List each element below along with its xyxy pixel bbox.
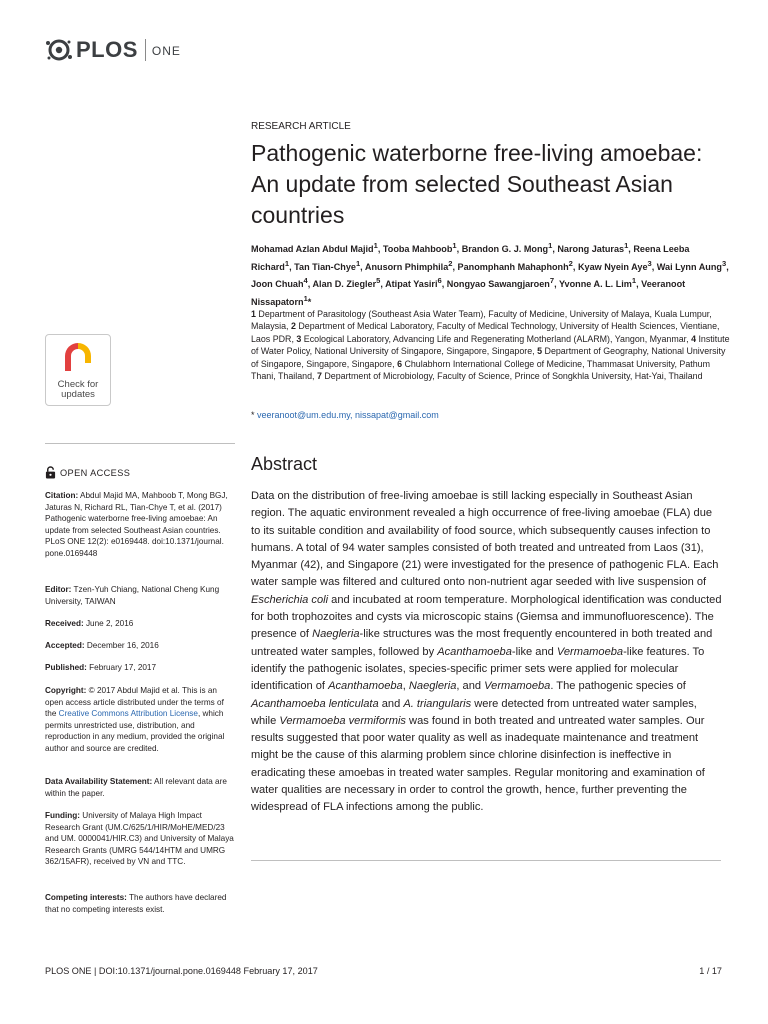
published-date: Published: February 17, 2017 <box>45 663 157 672</box>
citation: Citation: Abdul Majid MA, Mahboob T, Mong BGJ, Jaturas N, Richard RL, Tian-Chye T, et al. (2017) Pathogenic waterborne free-living amoebae: An update from selected Southeast Asian countries. PLoS ONE 12(2): e0169448. doi:10.1371/journal. pone.0169448 <box>45 491 228 558</box>
competing-interests: Competing interests: The authors have declared that no competing interests exist. <box>45 893 227 914</box>
data-availability: Data Availability Statement: All relevant data are within the paper. <box>45 777 227 798</box>
abstract-text: Data on the distribution of free-living amoebae is still lacking especially in Southeast Asian region. The aquatic environment revealed a high occurrence of free-living amoebae (FLA) due to its suitable condition and availability of food source, which subsequently causes infection to humans. A total of 94 water samples consisted of both treated and untreated from Laos (31), Myanmar (42), and Singapore (21) were investigated for the presence of pathogenic FLA. Each water sample was filtered and cultured onto non-nutrient agar seeded with live suspension of Escherichia coli and incubated at room temperature. Morphological identification was conducted for both trophozoites and cysts via microscopic stains (Giemsa and immunofluorescence). The presence of Naegleria-like structures was the most frequently encountered in both treated and untreated water samples, followed by Acanthamoeba-like and Vermamoeba-like features. To identify the pathogenic isolates, species-specific primer sets were applied for molecular identification of Acanthamoeba, Naegleria, and Vermamoeba. The pathogenic species of Acanthamoeba lenticulata and A. triangularis were detected from untreated water samples, while Vermamoeba vermiformis was found in both treated and untreated water samples. Our results suggested that poor water quality as well as inadequate maintenance and treatment might be the cause of this alarming problem since chlorine disinfection is ineffective in eradicating these amoebas in treated water samples. Regular monitoring and examination of water qualities are necessary in order to control the growth, hence, further preventing the widespread of FLA infections among the public. <box>251 490 722 814</box>
accepted-date: Accepted: December 16, 2016 <box>45 641 159 650</box>
correspondence-marker: * <box>251 410 258 420</box>
page-number: 1 / 17 <box>699 966 722 976</box>
correspondence <box>251 410 439 420</box>
copyright: Copyright: © 2017 Abdul Majid et al. This is an open access article distributed under the terms of the Creative Commons Attribution License, which permits unrestricted use, distribution, and reproduction in any medium, provided the original author and source are credited. <box>45 686 225 753</box>
badge-label <box>46 380 110 400</box>
journal-section: ONE <box>151 44 181 58</box>
open-access-text: OPEN ACCESS <box>60 467 131 478</box>
affiliations: 1 Department of Parasitology (Southeast Asia Water Team), Faculty of Medicine, University of Malaya, Kuala Lumpur, Malaysia, 2 Department of Medical Laboratory, Faculty of Medical Technology, University of Health Sciences, Vientiane, Laos PDR, 3 Ecological Laboratory, Advancing Life and Regenerating Motherland (ALARM), Yangon, Myanmar, 4 Institute of Water Policy, National University of Singapore, Singapore, Singapore, 5 Department of Geography, National University of Singapore, Singapore, Singapore, 6 Chulabhorn International College of Medicine, Thammasat University, Pathum Thani, Thailand, 7 Department of Microbiology, Faculty of Science, Prince of Songkhla University, Hat-Yai, Thailand <box>251 309 730 382</box>
editor: Editor: Tzen-Yuh Chiang, National Cheng Kung University, TAIWAN <box>45 585 220 606</box>
correspondence-emails[interactable]: veeranoot@um.edu.my, nissapat@gmail.com <box>257 410 439 420</box>
crossmark-icon <box>63 341 93 373</box>
funding: Funding: University of Malaya High Impact Research Grant (UM.C/625/1/HIR/MoHE/MED/23 and UM. 0000041/HIR.C3) and University of Malaya Research Grants (UMRG 544/14HTM and UMRG 362/15AFR), received by VN and TTC. <box>45 811 234 867</box>
abstract-divider <box>251 860 721 861</box>
logo-divider <box>145 39 146 61</box>
article-category: RESEARCH ARTICLE <box>251 121 351 132</box>
page-footer <box>45 966 722 976</box>
journal-logo <box>44 36 181 64</box>
open-access-label <box>45 466 130 479</box>
abstract-heading: Abstract <box>251 454 318 474</box>
badge-label-line2: updates <box>61 389 95 400</box>
license-link[interactable]: Creative Commons Attribution License <box>58 709 198 719</box>
received-date: Received: June 2, 2016 <box>45 619 134 628</box>
journal-brand: PLOS <box>76 37 138 62</box>
sidebar-divider <box>45 443 235 444</box>
open-lock-icon <box>45 466 56 479</box>
author-list: Mohamad Azlan Abdul Majid$^1$, Tooba Mahboob$^1$, Brandon G. J. Mong$^1$, Narong Jaturas$^1$, Reena Leeba Richard$^1$, Tan Tian-Chye$^1$, Anusorn Phimphila$^2$, Panomphanh Mahaphonh$^2$, Kyaw Nyein Aye$^3$, Wai Lynn Aung$^3$, Joon Chuah$^4$, Alan D. Ziegler$^5$, Atipat Yasiri$^6$, Nongyao Sawangjaroen$^7$, Yvonne A. L. Lim$^1$, Veeranoot Nissapatorn$^1$* <box>251 241 729 307</box>
footer-citation: PLOS ONE | DOI:10.1371/journal.pone.0169448 February 17, 2017 <box>45 966 318 976</box>
article-title: Pathogenic waterborne free-living amoebae: An update from selected Southeast Asian countries <box>251 140 703 228</box>
check-for-updates-badge[interactable] <box>45 334 111 406</box>
plos-logo-icon <box>44 36 74 64</box>
badge-label-line1: Check for <box>57 379 99 390</box>
